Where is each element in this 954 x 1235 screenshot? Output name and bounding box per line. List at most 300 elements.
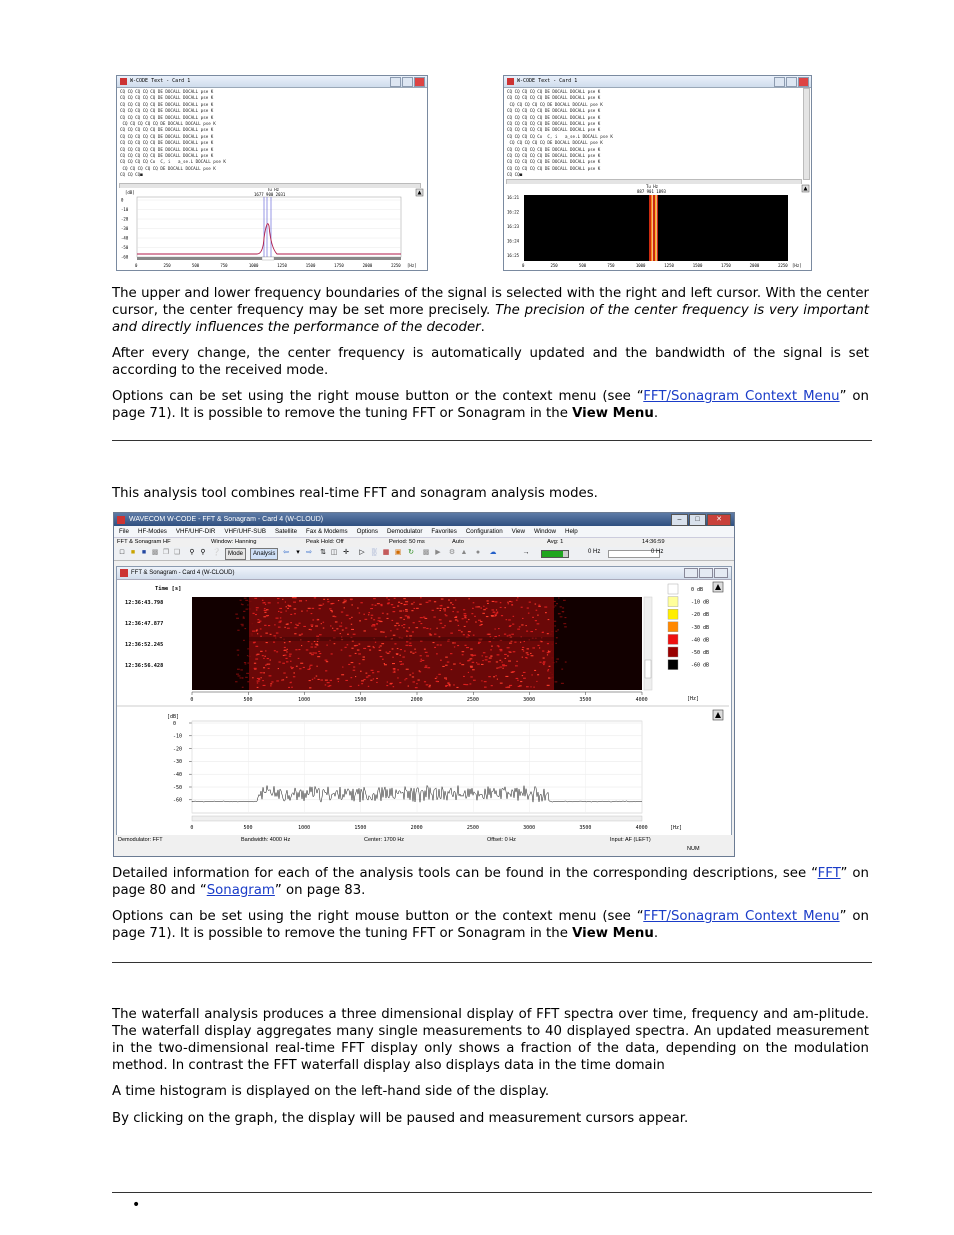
y-tick-label: -20 [173, 746, 183, 753]
text-span: Options can be set using the right mouse button or the context menu (see “ [112, 389, 644, 404]
sonagram-pixel [466, 684, 469, 685]
left-fft-chart[interactable] [117, 188, 427, 270]
sonagram-pixel [537, 615, 539, 616]
sonagram-pixel [378, 620, 381, 621]
sonagram-pixel [491, 646, 493, 647]
text-line: CQ CQ CQ CQ Co C, i a_se.L DOCALL pse K [120, 159, 226, 165]
x-unit-label: [Hz] [407, 263, 417, 268]
network-icon[interactable]: ☁ [489, 549, 497, 556]
emphasis-text: The precision of the center frequency is very important and directly influences the performance of the decoder [112, 303, 869, 335]
sonagram-pixel [261, 677, 262, 678]
sonagram-pixel [273, 635, 276, 636]
zoom-icon[interactable]: ⚲ [200, 549, 206, 556]
sonagram-pixel [309, 629, 311, 630]
sonagram-pixel [392, 620, 394, 621]
sonagram-pixel [509, 635, 511, 636]
sonagram-pixel [330, 625, 331, 626]
grid-icon[interactable]: ▦ [382, 549, 390, 556]
sonagram-pixel [481, 664, 484, 665]
sonagram-pixel [544, 607, 547, 608]
sonagram-pixel [263, 672, 265, 673]
sonagram-pixel [455, 616, 457, 617]
sonagram-pixel [311, 624, 314, 625]
section1-paragraph-3 [112, 388, 869, 422]
sonagram-pixel [378, 618, 381, 619]
sonagram-pixel [316, 645, 318, 646]
sonagram-pixel [464, 615, 467, 616]
status-num: NUM [687, 846, 700, 852]
sonagram-pixel [283, 673, 285, 674]
menu-item[interactable]: Help [564, 528, 578, 535]
sonagram-pixel [344, 601, 347, 602]
legend-swatch [668, 647, 678, 657]
sonagram-pixel [493, 676, 495, 677]
sonagram-pixel [482, 660, 483, 661]
sonagram-pixel [278, 611, 279, 612]
sonagram-pixel [342, 630, 344, 631]
sonagram-pixel [470, 666, 473, 667]
sonagram-pixel [351, 604, 353, 605]
sonagram-pixel [314, 641, 316, 642]
menu-item[interactable]: Satellite [275, 528, 298, 535]
x-tick-label: 0 [135, 263, 138, 268]
sonagram-pixel [266, 609, 269, 610]
sonagram-pixel [500, 683, 503, 684]
sonagram-pixel [360, 602, 362, 603]
status-bar [114, 835, 734, 855]
x-tick-label: 1000 [298, 697, 311, 703]
sonagram-pixel [530, 686, 531, 687]
legend-swatch [668, 597, 678, 607]
sonagram-pixel [478, 642, 481, 643]
sonagram-pixel [441, 599, 444, 600]
sonagram-pixel [312, 608, 315, 609]
sonagram-pixel [495, 601, 498, 602]
sonagram-pixel [260, 651, 263, 652]
sonagram-pixel [265, 650, 267, 651]
legend-label: -30 dB [691, 624, 710, 631]
sonagram-pixel [392, 663, 395, 664]
sonagram-pixel [397, 648, 399, 649]
sonagram-pixel [537, 623, 540, 624]
arrow-right-icon[interactable]: ⇨ [306, 549, 312, 556]
sonagram-pixel [357, 608, 359, 609]
sonagram-pixel [487, 603, 489, 604]
sonagram-pixel [291, 687, 293, 688]
sonagram-pixel [367, 646, 370, 647]
sonagram-pixel [427, 667, 430, 668]
sonagram-pixel [523, 672, 526, 673]
sonagram-pixel [556, 659, 559, 660]
time-tick-label: 16:24 [507, 238, 520, 244]
sonagram-pixel [470, 658, 473, 659]
sonagram-pixel [375, 629, 377, 630]
sonagram-pixel [276, 651, 278, 652]
sonagram-pixel [522, 647, 524, 648]
sonagram-pixel [537, 674, 539, 675]
sonagram-pixel [403, 627, 404, 628]
sonagram-pixel [527, 648, 529, 649]
menu-item[interactable]: Options [356, 528, 378, 535]
sonagram-pixel [284, 627, 285, 628]
sonagram-pixel [287, 628, 290, 629]
sonagram-pixel [513, 651, 516, 652]
sonagram-pixel [309, 653, 311, 654]
child-minimize-button[interactable] [684, 568, 698, 578]
sonagram-pixel [240, 600, 242, 601]
signal-icon[interactable]: ◫ [330, 549, 338, 556]
open-folder-icon[interactable]: ■ [130, 549, 136, 556]
frequency-readout-2: 0 Hz [651, 549, 664, 555]
sonagram-pixel [535, 604, 537, 605]
sonagram-pixel [524, 641, 525, 642]
sonagram-pixel [547, 685, 550, 686]
sonagram-pixel [538, 605, 540, 606]
sonagram-pixel [400, 617, 403, 618]
sonagram-pixel [412, 631, 414, 632]
cursor-icon[interactable]: ✛ [343, 549, 349, 556]
sonagram-pixel [268, 625, 270, 626]
time-tick-label: 16:22 [507, 209, 520, 215]
sonagram-pixel [235, 614, 238, 615]
left-text-output [117, 88, 427, 185]
sonagram-pixel [363, 657, 365, 658]
menu-item[interactable]: Favorites [431, 528, 457, 535]
sonagram-pixel [280, 612, 282, 613]
sonagram-pixel [563, 623, 566, 624]
sonagram-pixel [516, 678, 519, 679]
sonagram-pixel [319, 608, 321, 609]
sonagram-pixel [548, 619, 550, 620]
sonagram-pixel [426, 602, 429, 603]
maximize-button[interactable] [402, 77, 413, 87]
sonagram-pixel [386, 652, 387, 653]
sonagram-pixel [309, 666, 311, 667]
menu-item[interactable]: View [511, 528, 525, 535]
maximize-button[interactable] [786, 77, 797, 87]
sonagram-pixel [433, 617, 435, 618]
sonagram-pixel [359, 620, 361, 621]
sonagram-pixel [434, 634, 436, 635]
sonagram-pixel [547, 633, 549, 634]
text-line: CQ CQ CQ■ [120, 172, 143, 178]
text-line: CQ CQ■ [507, 172, 523, 178]
y-tick-label: 0 [121, 197, 124, 203]
sonagram-pixel [303, 626, 306, 627]
time-tick-label: 16:25 [507, 253, 520, 258]
sonagram-pixel [363, 614, 365, 615]
menu-item[interactable]: File [119, 528, 129, 535]
fft-link[interactable]: FFT [817, 866, 841, 881]
sonagram-pixel [497, 612, 498, 613]
info-time: 14:36:59 [642, 539, 665, 545]
child-close-button[interactable] [714, 568, 728, 578]
sonagram-pixel [255, 614, 257, 615]
sonagram-pixel [468, 598, 469, 599]
sonagram-pixel [319, 634, 322, 635]
analysis-chart-area[interactable] [117, 580, 729, 835]
sonagram-pixel [238, 675, 241, 676]
sonagram-pixel [548, 669, 549, 670]
sonagram-pixel [251, 635, 253, 636]
sonagram-pixel [429, 685, 431, 686]
sonagram-pixel [410, 652, 412, 653]
x-tick-label: 3500 [579, 825, 592, 831]
left-db-label: [dB] [125, 190, 135, 195]
sonagram-pixel [311, 643, 312, 644]
sonagram-pixel [401, 603, 403, 604]
sonagram-pixel [243, 616, 245, 617]
menu-item[interactable]: Demodulator [386, 528, 423, 535]
sonagram-pixel [439, 619, 441, 620]
refresh-icon[interactable]: ↻ [408, 549, 414, 556]
sonagram-pixel [342, 667, 343, 668]
record-icon[interactable]: ▩ [422, 549, 430, 556]
sonagram-pixel [290, 614, 292, 615]
sonagram-pixel [436, 676, 437, 677]
sonagram-pixel [451, 669, 453, 670]
sonagram-pixel [432, 610, 434, 611]
sonagram-pixel [491, 685, 493, 686]
arrow-left-icon[interactable]: ⇦ [283, 549, 289, 556]
sonagram-pixel [561, 683, 564, 684]
sonagram-pixel [419, 621, 421, 622]
info-mode: FFT & Sonagram HF [117, 539, 171, 545]
text-span: ” on page 83. [274, 883, 366, 898]
new-file-icon[interactable]: □ [119, 549, 125, 556]
minimize-button[interactable] [390, 77, 401, 87]
sonagram-pixel [535, 629, 537, 630]
child-maximize-button[interactable] [699, 568, 713, 578]
sonagram-pixel [372, 672, 374, 673]
x-tick-label: 3500 [579, 697, 592, 703]
sonagram-pixel [453, 684, 455, 685]
sonagram-pixel [368, 614, 369, 615]
time-tick-label: 12:36:47.877 [125, 621, 164, 627]
demod-icon[interactable]: ⇅ [320, 549, 326, 556]
help-icon[interactable]: ❔ [212, 549, 221, 556]
sonagram-pixel [312, 679, 313, 680]
sonagram-pixel [406, 669, 409, 670]
status-bandwidth: Bandwidth: 4000 Hz [241, 837, 291, 843]
x-tick-label: 2000 [410, 697, 423, 703]
sonagram-pixel [373, 678, 374, 679]
sonagram-pixel [455, 619, 458, 620]
text-span: This analysis tool combines real-time FFT and sonagram analysis modes. [112, 486, 598, 501]
fft-hscrollbar[interactable] [192, 816, 642, 821]
text-line: CQ CQ CQ CQ CQ DE DOCALL DOCALL pse K [507, 114, 601, 120]
paste-icon[interactable]: ❏ [173, 549, 181, 556]
context-menu-link[interactable]: FFT/Sonagram Context Menu [643, 909, 840, 924]
sonagram-pixel [414, 608, 416, 609]
sonagram-pixel [536, 681, 537, 682]
sonagram-pixel [262, 600, 264, 601]
lock-icon[interactable]: ● [475, 549, 481, 556]
menu-item[interactable]: VHF/UHF-SUB [224, 528, 266, 535]
sonagram-pixel [407, 631, 409, 632]
text-line: CQ CQ CQ CQ CQ DE DOCALL DOCALL pse K [120, 165, 216, 171]
find-icon[interactable]: ⚲ [189, 549, 195, 556]
sonagram-pixel [504, 654, 507, 655]
sonagram-pixel [430, 634, 433, 635]
section2-paragraph-2 [112, 908, 869, 942]
sonagram-pixel [252, 623, 254, 624]
sonagram-pixel [390, 683, 393, 684]
right-sonagram-chart[interactable] [504, 184, 811, 270]
x-tick-label: 0 [190, 697, 194, 703]
sonagram-pixel [552, 674, 553, 675]
sonagram-link[interactable]: Sonagram [206, 883, 275, 898]
sonagram-pixel [495, 675, 496, 676]
minimize-button[interactable]: – [671, 514, 688, 526]
sonagram-pixel [316, 676, 318, 677]
sonagram-pixel [387, 682, 388, 683]
minimize-button[interactable] [774, 77, 785, 87]
sonagram-pixel [552, 644, 553, 645]
sonagram-pixel [407, 617, 410, 618]
sonagram-pixel [360, 671, 362, 672]
menu-item[interactable]: VHF/UHF-DIR [175, 528, 216, 535]
analysis-button[interactable]: Analysis [250, 548, 278, 560]
menu-item[interactable]: Configuration [465, 528, 503, 535]
text-line: CQ CQ CQ CQ CQ DE DOCALL DOCALL pse K [507, 159, 601, 165]
sonagram-time-label: Time [s] [155, 586, 182, 592]
time-tick-label: 16:23 [507, 224, 520, 229]
text-line: CQ CQ CQ CQ CQ DE DOCALL DOCALL pse K [120, 89, 214, 94]
section1-paragraph-1 [112, 285, 869, 336]
sonagram-pixel [247, 604, 248, 605]
sonagram-pixel [481, 680, 482, 681]
sonagram-pixel [505, 687, 507, 688]
save-icon[interactable]: ■ [141, 549, 147, 556]
sonagram-pixel [449, 685, 451, 686]
sonagram-pixel [310, 629, 312, 630]
sonagram-pixel [550, 672, 551, 673]
bars-icon[interactable]: ░ [371, 549, 377, 556]
sonagram-pixel [465, 645, 467, 646]
sonagram-pixel [278, 627, 281, 628]
sonagram-pixel [340, 633, 341, 634]
close-button[interactable]: ✕ [707, 514, 731, 526]
text-line: CQ CQ CQ CQ CQ DE DOCALL DOCALL pse K [507, 127, 601, 133]
sonagram-pixel [455, 600, 456, 601]
play-icon[interactable]: ▶ [435, 549, 441, 556]
sonagram-pixel [397, 669, 399, 670]
sonagram-pixel [341, 612, 343, 613]
sonagram-pixel [384, 663, 385, 664]
sonagram-pixel [424, 667, 427, 668]
sonagram-pixel [453, 607, 456, 608]
sonagram-pixel [457, 611, 459, 612]
sonagram-pixel [554, 621, 557, 622]
sonagram-pixel [397, 606, 399, 607]
x-tick-label: 500 [191, 263, 200, 268]
sonagram-pixel [314, 647, 316, 648]
sonagram-pixel [490, 655, 492, 656]
maximize-button[interactable]: □ [689, 514, 706, 526]
sonagram-pixel [393, 607, 396, 608]
right-vscrollbar[interactable] [803, 88, 810, 180]
print-icon[interactable]: ▩ [151, 549, 159, 556]
sonagram-pixel [499, 649, 502, 650]
legend-label: -50 dB [691, 650, 710, 656]
sonagram-pixel [406, 636, 407, 637]
sonagram-pixel [263, 667, 265, 668]
sonagram-pixel [341, 674, 344, 675]
menu-item[interactable]: HF-Modes [137, 528, 167, 535]
mode-button[interactable]: Mode [225, 548, 246, 560]
sonagram-pixel [307, 610, 308, 611]
sonagram-pixel [266, 642, 268, 643]
context-menu-link[interactable]: FFT/Sonagram Context Menu [643, 389, 840, 404]
sonagram-pixel [311, 626, 313, 627]
sonagram-pixel [532, 647, 535, 648]
sonagram-pixel [282, 663, 285, 664]
x-tick-label: 1250 [277, 263, 287, 268]
sonagram-pixel [401, 625, 403, 626]
level-icon[interactable]: ▲ [460, 549, 468, 556]
sonagram-pixel [244, 598, 247, 599]
sonagram-icon[interactable]: ▣ [394, 549, 402, 556]
sonagram-pixel [257, 654, 260, 655]
sonagram-pixel [411, 603, 413, 604]
sonagram-pixel [531, 655, 534, 656]
sonagram-pixel [254, 598, 257, 599]
menu-item[interactable]: Fax & Modems [306, 528, 348, 535]
sonagram-pixel [425, 618, 428, 619]
sonagram-dark-band [249, 637, 554, 641]
tune-icon[interactable]: → [522, 549, 530, 556]
legend-swatch [668, 584, 678, 594]
sonagram-pixel [379, 647, 381, 648]
sonagram-pixel [475, 622, 477, 623]
sonagram-pixel [284, 642, 286, 643]
sonagram-pixel [420, 623, 422, 624]
right-text-output [504, 88, 811, 185]
sonagram-pixel [237, 669, 240, 670]
sonagram-pixel [381, 605, 383, 606]
sonagram-pixel [509, 643, 512, 644]
sonagram-pixel [348, 664, 350, 665]
close-button[interactable] [798, 77, 809, 87]
sonagram-pixel [289, 641, 291, 642]
sonagram-pixel [482, 613, 485, 614]
x-tick-label: 250 [163, 263, 171, 268]
scope-icon[interactable]: ▷ [359, 549, 365, 556]
close-button[interactable] [414, 77, 425, 87]
sonagram-pixel [330, 610, 332, 611]
sonagram-pixel [331, 611, 333, 612]
sonagram-pixel [461, 631, 463, 632]
copy-icon[interactable]: ❐ [162, 549, 170, 556]
arrow-down-icon[interactable]: ▾ [296, 549, 300, 556]
sonagram-pixel [319, 653, 321, 654]
sonagram-pixel [242, 687, 244, 688]
sonagram-pixel [241, 625, 243, 626]
sonagram-pixel [260, 672, 263, 673]
tool-icon[interactable]: ⚙ [448, 549, 456, 556]
sonagram-pixel [289, 656, 291, 657]
sonagram-pixel [450, 653, 452, 654]
sonagram-pixel [390, 630, 391, 631]
sonagram-pixel [425, 652, 428, 653]
sonagram-pixel [294, 597, 297, 598]
sonagram-pixel [542, 651, 544, 652]
sonagram-pixel [404, 679, 405, 680]
menu-item[interactable]: Window [533, 528, 556, 535]
sonagram-pixel [463, 609, 465, 610]
sonagram-pixel [264, 656, 266, 657]
